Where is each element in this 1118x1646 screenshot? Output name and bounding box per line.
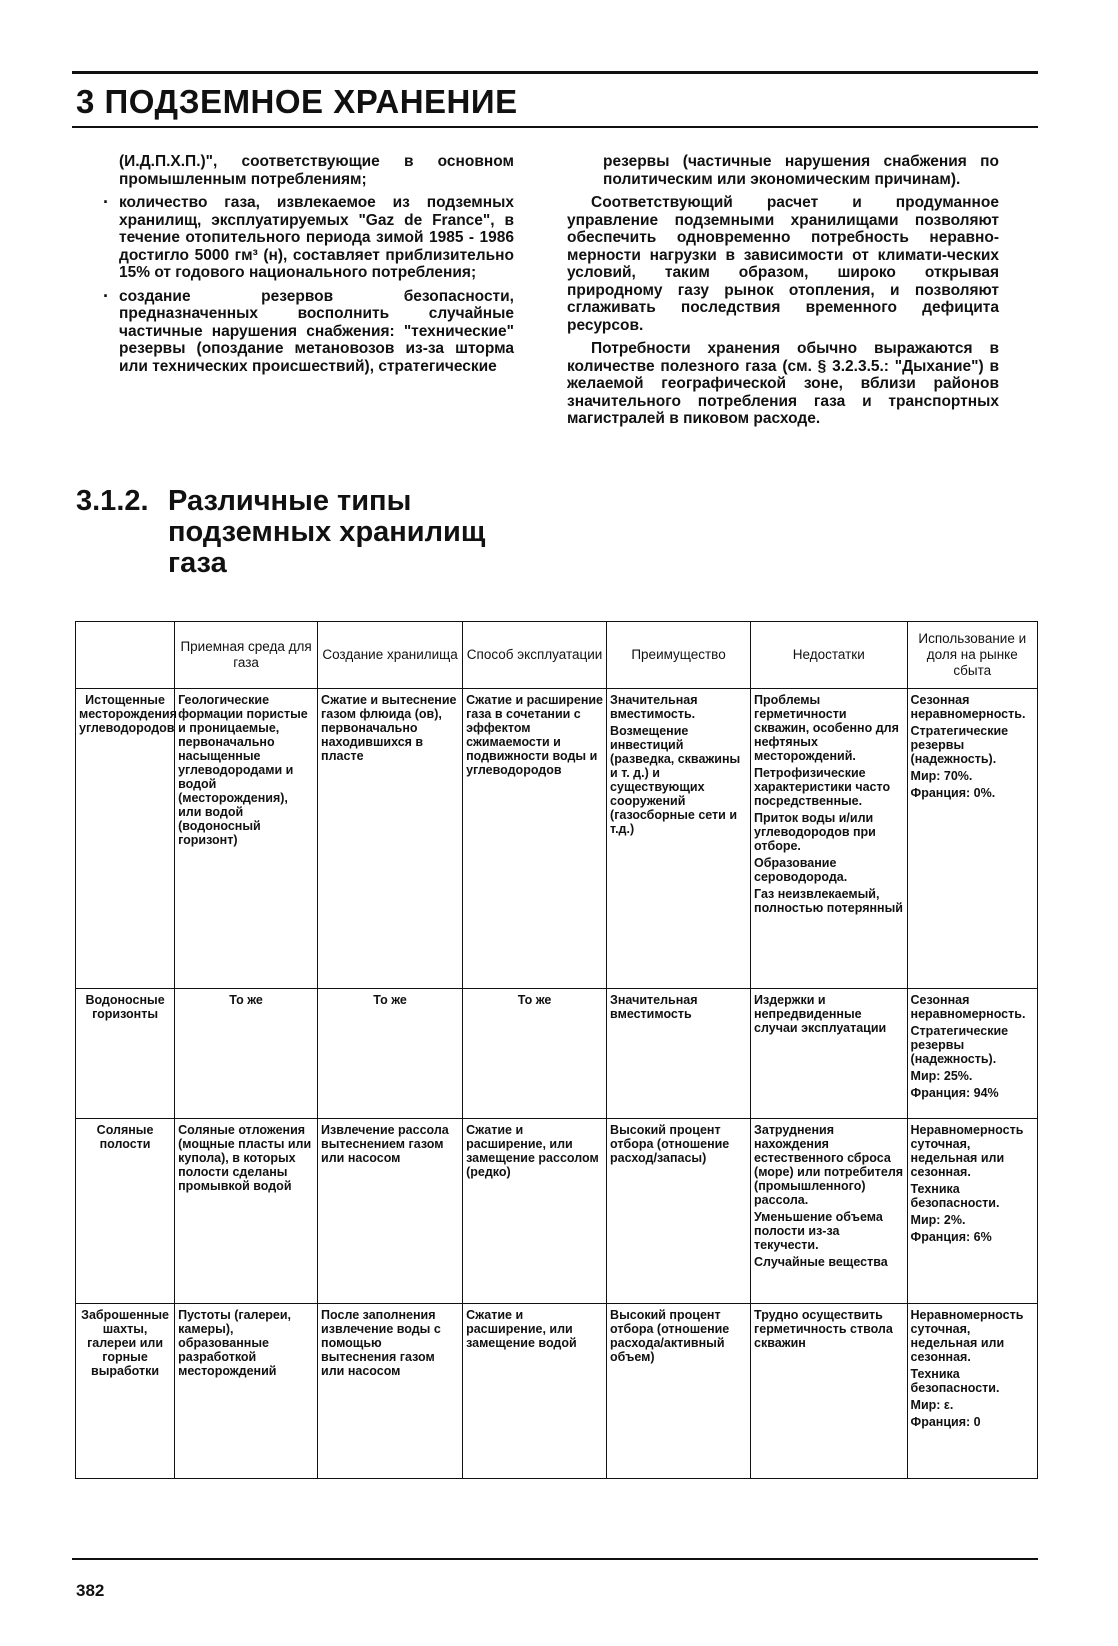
cell-paragraph: То же: [373, 993, 407, 1007]
storage-types-table: [75, 621, 1038, 1479]
cell-paragraph: Франция: 0: [910, 1415, 981, 1429]
header-cell: [76, 622, 175, 689]
drawbacks-cell: [751, 1304, 908, 1479]
cell-paragraph: Петрофизические характеристики часто посредственные.: [754, 766, 891, 808]
right-paragraph: резервы (частичные нарушения снабжения по политическим или экономическим причинам).: [603, 153, 999, 188]
cell-paragraph: Уменьшение объема полости из-за текучести.: [754, 1210, 883, 1252]
medium-cell: [175, 1119, 318, 1304]
right-column: [567, 153, 999, 434]
cell-paragraph: Соляные отложения (мощные пласты или купола), в которых полости сделаны промывкой водой: [178, 1123, 312, 1193]
drawbacks-cell: [751, 1119, 908, 1304]
chapter-title: 3 ПОДЗЕМНОЕ ХРАНЕНИЕ: [76, 83, 518, 120]
cell-paragraph: Мир: 70%.: [910, 769, 973, 783]
bullet-list: [76, 194, 514, 375]
usage-cell: [907, 1119, 1037, 1304]
cell-paragraph: Сезонная неравномерность.: [910, 993, 1026, 1021]
storage-type-cell: Соляные полости: [76, 1119, 175, 1304]
cell-paragraph: Мир: 25%.: [910, 1069, 973, 1083]
cell-paragraph: Значительная вместимость: [610, 993, 698, 1021]
top-rule: [72, 71, 1038, 74]
cell-paragraph: После заполнения извлечение воды с помощью вытеснения газом или насосом: [321, 1308, 441, 1378]
left-column: [119, 153, 514, 381]
header-cell: Использование и доля на рынке сбыта: [907, 622, 1037, 689]
cell-paragraph: Приток воды и/или углеводородов при отборе.: [754, 811, 876, 853]
medium-cell: [175, 1304, 318, 1479]
cell-paragraph: Техника безопасности.: [910, 1367, 1000, 1395]
cell-paragraph: Высокий процент отбора (отношение расхода/активный объем): [610, 1308, 730, 1364]
title-rule: [72, 126, 1038, 128]
cell-paragraph: Проблемы герметичности скважин, особенно для нефтяных месторождений.: [754, 693, 899, 763]
section-title-line: газа: [168, 547, 227, 579]
header-cell: Преимущество: [607, 622, 751, 689]
cell-paragraph: Высокий процент отбора (отношение расход/запасы): [610, 1123, 730, 1165]
cell-paragraph: Неравномерность суточная, недельная или сезонная.: [910, 1308, 1024, 1364]
cell-paragraph: Сжатие и расширение, или замещение водой: [466, 1308, 577, 1350]
cell-paragraph: Пустоты (галереи, камеры), образованные разработкой месторождений: [178, 1308, 292, 1378]
operation-cell: [463, 1119, 607, 1304]
creation-cell: [318, 689, 463, 989]
usage-cell: [907, 1304, 1037, 1479]
creation-cell: [318, 989, 463, 1119]
section-title-line: Различные типы: [168, 485, 412, 517]
advantages-cell: [607, 689, 751, 989]
cell-paragraph: Франция: 6%: [910, 1230, 992, 1244]
cell-paragraph: Стратегические резервы (надежность).: [910, 724, 1009, 766]
cell-paragraph: Значительная вместимость.: [610, 693, 698, 721]
cell-paragraph: Сезонная неравномерность.: [910, 693, 1026, 721]
drawbacks-cell: [751, 989, 908, 1119]
advantages-cell: [607, 989, 751, 1119]
table-row: [76, 1304, 1038, 1479]
right-paragraph: Соответствующий расчет и продуманное управление подземными хранилищами позволяют обеспечить одновременно потребность неравно-мерности нагрузки в зависимости от климати-ческих условий, таким образом, широко открывая природному газу рынок отопления, и позволяют сглаживать последствия временного дефицита ресурсов.: [567, 194, 999, 334]
cell-paragraph: Сжатие и расширение газа в сочетании с эффектом сжимаемости и подвижности воды и углеводородов: [466, 693, 604, 777]
table-header-row: [76, 622, 1038, 689]
medium-cell: [175, 989, 318, 1119]
bullet-item: · создание резервов безопасности, предназначенных восполнить случайные частичные нарушения снабжения: "технические" резервы (опоздание метановозов из-за шторма или технических происшествий), стратегические: [76, 288, 514, 376]
drawbacks-cell: [751, 689, 908, 989]
table-body: [76, 689, 1038, 1479]
page-number: 382: [76, 1581, 105, 1600]
storage-type-cell: Водоносные горизонты: [76, 989, 175, 1119]
cell-paragraph: Газ неизвлекаемый, полностью потерянный: [754, 887, 903, 915]
table-row: [76, 989, 1038, 1119]
section-number: 3.1.2.: [76, 485, 149, 517]
cell-paragraph: Неравномерность суточная, недельная или сезонная.: [910, 1123, 1024, 1179]
advantages-cell: [607, 1119, 751, 1304]
section-title-line: подземных хранилищ: [168, 516, 486, 548]
cell-paragraph: Извлечение рассола вытеснением газом или насосом: [321, 1123, 449, 1165]
cell-paragraph: Возмещение инвестиций (разведка, скважины и т. д.) и существующих сооружений (газосборные сети и т.д.): [610, 724, 741, 836]
creation-cell: [318, 1119, 463, 1304]
cell-paragraph: Техника безопасности.: [910, 1182, 1000, 1210]
cell-paragraph: Издержки и непредвиденные случаи эксплуатации: [754, 993, 887, 1035]
storage-type-cell: Истощенные месторождения углеводородов: [76, 689, 175, 989]
bullet-item: · количество газа, извлекаемое из подземных хранилищ, эксплуатируемых "Gaz de France", в течение отопительного периода зимой 1985 - 1986 достигло 5000 гм³ (н), составляет приблизительно 15% от годового национального потребления;: [76, 194, 514, 282]
table-row: [76, 689, 1038, 989]
header-cell: Приемная среда для газа: [175, 622, 318, 689]
cell-paragraph: Образование сероводорода.: [754, 856, 848, 884]
header-cell: Способ эксплуатации: [463, 622, 607, 689]
usage-cell: [907, 689, 1037, 989]
usage-cell: [907, 989, 1037, 1119]
storage-type-cell: Заброшенные шахты, галереи или горные выработки: [76, 1304, 175, 1479]
cell-paragraph: Трудно осуществить герметичность ствола скважин: [754, 1308, 893, 1350]
left-continuation: (И.Д.П.Х.П.)", соответствующие в основном промышленным потреблениям;: [119, 153, 514, 188]
table-row: [76, 1119, 1038, 1304]
cell-paragraph: Затруднения нахождения естественного сброса (море) или потребителя (промышленного) рассола.: [754, 1123, 904, 1207]
bottom-rule: [72, 1558, 1038, 1560]
header-cell: Недостатки: [751, 622, 908, 689]
cell-paragraph: Франция: 94%: [910, 1086, 999, 1100]
cell-paragraph: Франция: 0%.: [910, 786, 996, 800]
cell-paragraph: Геологические формации пористые и проницаемые, первоначально насыщенные углеводородами и водой (месторождения), или водой (водоносный горизонт): [178, 693, 308, 847]
medium-cell: [175, 689, 318, 989]
right-paragraph: Потребности хранения обычно выражаются в количестве полезного газа (см. § 3.2.3.5.: "Дыхание") в желаемой географической зоне, вблизи районов значительного потребления газа и транспортных магистралей в пиковом расходе.: [567, 340, 999, 427]
cell-paragraph: То же: [517, 993, 552, 1007]
advantages-cell: [607, 1304, 751, 1479]
cell-paragraph: Сжатие и вытеснение газом флюида (ов), первоначально находившихся в пласте: [321, 693, 457, 763]
header-cell: Создание хранилища: [318, 622, 463, 689]
cell-paragraph: То же: [229, 993, 263, 1007]
operation-cell: [463, 689, 607, 989]
operation-cell: [463, 1304, 607, 1479]
section-heading: [76, 486, 485, 579]
cell-paragraph: Случайные вещества: [754, 1255, 888, 1269]
operation-cell: [463, 989, 607, 1119]
cell-paragraph: Мир: 2%.: [910, 1213, 966, 1227]
creation-cell: [318, 1304, 463, 1479]
cell-paragraph: Стратегические резервы (надежность).: [910, 1024, 1009, 1066]
cell-paragraph: Мир: ε.: [910, 1398, 954, 1412]
cell-paragraph: Сжатие и расширение, или замещение рассолом (редко): [466, 1123, 599, 1179]
